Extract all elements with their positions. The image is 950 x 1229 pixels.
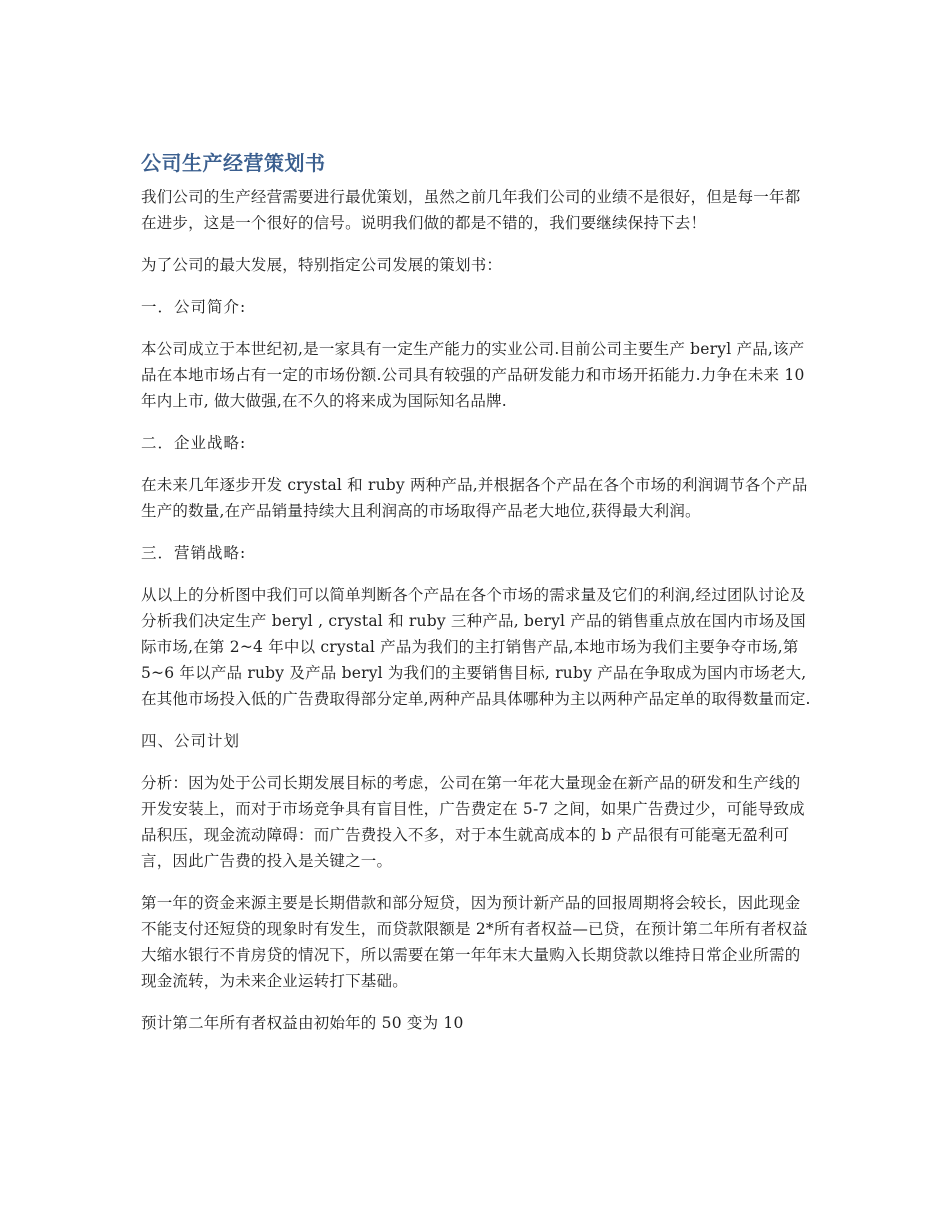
section-4-body-3: 预计第二年所有者权益由初始年的 50 变为 10 [141, 1014, 464, 1032]
document-page [141, 148, 813, 1052]
section-4-body-1: 分析：因为处于公司长期发展目标的考虑，公司在第一年花大量现金在新产品的研发和生产线的开发安装上，而对于市场竞争具有盲目性，广告费定在 5-7 之间，如果广告费过少，可能导致成品积压，现金流动障碍：而广告费投入不多，对于本生就高成本的 b 产品很有可能毫无盈利可言，因此广告费的投入是关键之一。 [141, 774, 805, 870]
section-4-body-2: 第一年的资金来源主要是长期借款和部分短贷，因为预计新产品的回报周期将会较长，因此现金不能支付还短贷的现象时有发生，而贷款限额是 2*所有者权益—已贷，在预计第二年所有者权益大缩水银行不肯房贷的情况下，所以需要在第一年年末大量购入长期贷款以维持日常企业所需的现金流转，为未来企业运转打下基础。 [141, 894, 808, 990]
section-2-body: 在未来几年逐步开发 crystal 和 ruby 两种产品,并根据各个产品在各个市场的利润调节各个产品生产的数量,在产品销量持续大且利润高的市场取得产品老大地位,获得最大利润。 [141, 476, 808, 520]
section-1-body: 本公司成立于本世纪初,是一家具有一定生产能力的实业公司.目前公司主要生产 beryl 产品,该产品在本地市场占有一定的市场份额.公司具有较强的产品研发能力和市场开拓能力.力争在未来 10 年内上市, 做大做强,在不久的将来成为国际知名品牌. [141, 340, 805, 410]
section-1-heading: 一．公司简介: [141, 298, 247, 316]
section-3-heading: 三．营销战略: [141, 544, 247, 562]
section-3-body: 从以上的分析图中我们可以简单判断各个产品在各个市场的需求量及它们的利润,经过团队讨论及分析我们决定生产 beryl , crystal 和 ruby 三种产品, beryl 产品的销售重点放在国内市场及国际市场,在第 2~4 年中以 crystal 产品为我们的主打销售产品,本地市场为我们主要争夺市场,第 5~6 年以产品 ruby 及产品 beryl 为我们的主要销售目标, ruby 产品在争取成为国内市场老大,在其他市场投入低的广告费取得部分定单,两种产品具体哪种为主以两种产品定单的取得数量而定. [141, 586, 811, 708]
intro-paragraph-1: 我们公司的生产经营需要进行最优策划，虽然之前几年我们公司的业绩不是很好，但是每一年都在进步，这是一个很好的信号。说明我们做的都是不错的，我们要继续保持下去！ [141, 188, 801, 232]
section-2-heading: 二．企业战略: [141, 434, 247, 452]
section-4-heading: 四、公司计划 [141, 732, 241, 750]
document-title: 公司生产经营策划书 [141, 151, 326, 175]
intro-paragraph-2: 为了公司的最大发展，特别指定公司发展的策划书： [141, 256, 503, 274]
